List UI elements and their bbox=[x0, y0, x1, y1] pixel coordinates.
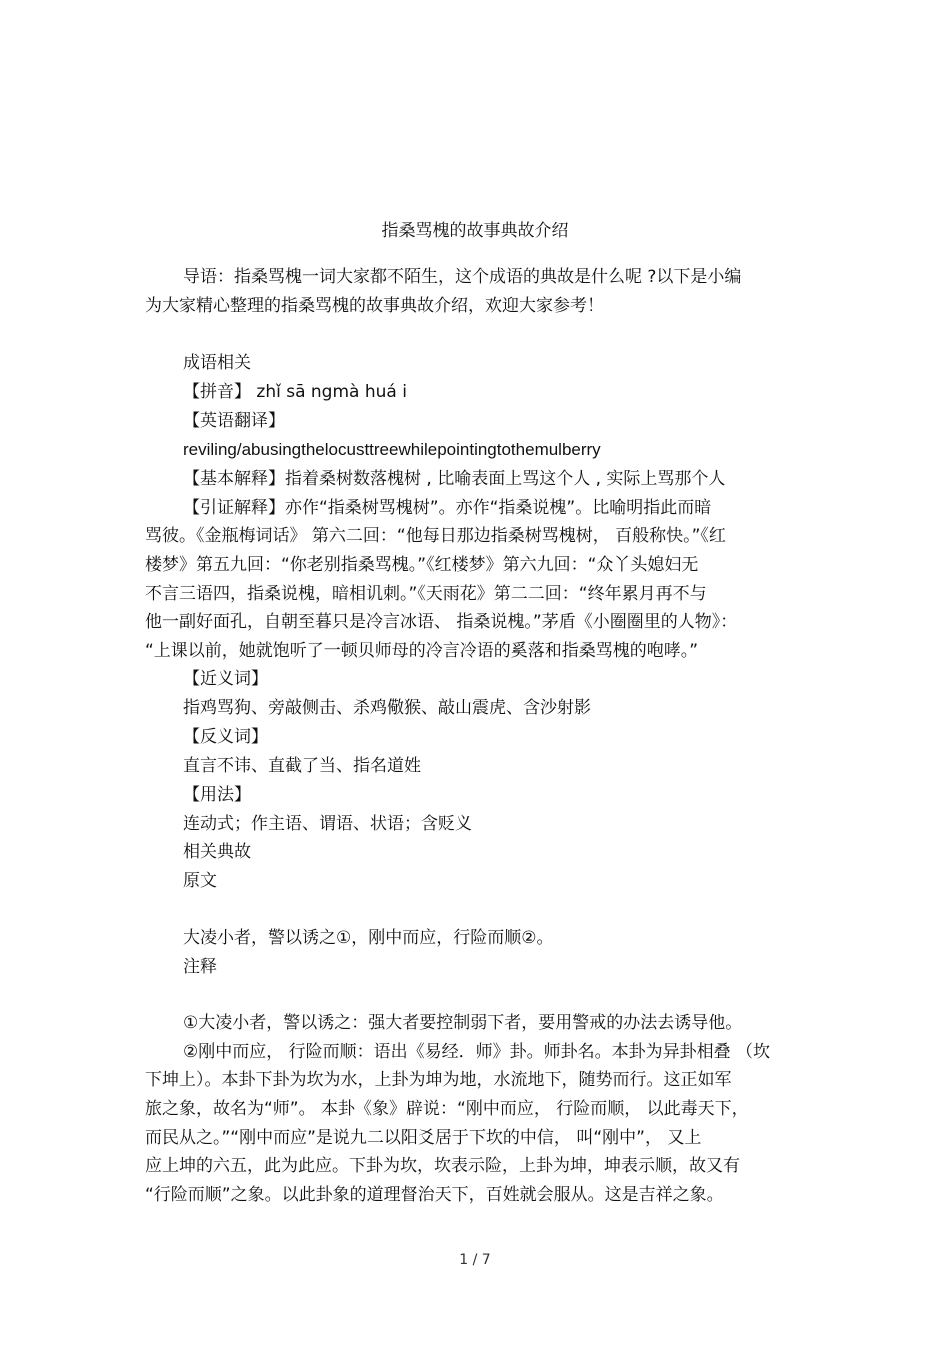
citation-line: 楼梦》第五九回：“你老别指桑骂槐。”《红楼梦》第六九回：“众丫头媳妇无 bbox=[145, 555, 699, 575]
pinyin-line: 【拼音】 zhǐ sā ngmà huá i bbox=[183, 382, 407, 402]
page-number: 1 / 7 bbox=[459, 1252, 491, 1268]
usage-label: 【用法】 bbox=[183, 785, 251, 805]
idiom-section-heading: 成语相关 bbox=[183, 353, 251, 373]
note-2-line: 应上坤的六五，此为此应。下卦为坎，坎表示险，上卦为坤，坤表示顺，故又有 bbox=[145, 1156, 740, 1176]
story-section-heading: 相关典故 bbox=[183, 842, 251, 862]
original-text: 大凌小者，警以诱之①，刚中而应，行险而顺②。 bbox=[183, 928, 554, 948]
citation-line: “上课以前，她就饱听了一顿贝师母的冷言冷语的奚落和指桑骂槐的咆哮。” bbox=[145, 641, 699, 661]
basic-explanation: 【基本解释】指着桑树数落槐树 , 比喻表面上骂这个人 , 实际上骂那个人 bbox=[183, 469, 726, 489]
usage: 连动式；作主语、谓语、状语；含贬义 bbox=[183, 814, 472, 834]
notes-label: 注释 bbox=[183, 957, 217, 977]
note-2-line: 下坤上）。本卦下卦为坎为水，上卦为坤为地，水流地下，随势而行。这正如军 bbox=[145, 1070, 732, 1090]
note-1: ①大凌小者，警以诱之：强大者要控制弱下者，要用警戒的办法去诱导他。 bbox=[183, 1013, 743, 1033]
note-2-line: 旅之象，故名为“师”。 本卦《象》辟说：“刚中而应， 行险而顺， 以此毒天下， bbox=[145, 1099, 749, 1119]
synonyms-label: 【近义词】 bbox=[183, 669, 268, 689]
antonyms-label: 【反义词】 bbox=[183, 727, 268, 747]
english-label: 【英语翻译】 bbox=[183, 411, 285, 431]
original-label: 原文 bbox=[183, 871, 217, 891]
citation-line: 他一副好面孔，自朝至暮只是冷言冰语、 指桑说槐。”茅盾《小圈圈里的人物》： bbox=[145, 612, 738, 632]
citation-line: 不言三语四，指桑说槐，暗相讥刺。”《天雨花》第二二回：“终年累月再不与 bbox=[145, 584, 707, 604]
english-translation: reviling/abusingthelocusttreewhilepointingtothemulberry bbox=[183, 440, 601, 459]
intro-line: 为大家精心整理的指桑骂槐的故事典故介绍，欢迎大家参考！ bbox=[145, 296, 604, 316]
synonyms: 指鸡骂狗、旁敲侧击、杀鸡儆猴、敲山震虎、含沙射影 bbox=[183, 698, 591, 718]
antonyms: 直言不讳、直截了当、指名道姓 bbox=[183, 756, 421, 776]
note-2-line: 而民从之。”“刚中而应”是说九二以阳爻居于下坎的中信， 叫“刚中”， 又上 bbox=[145, 1128, 702, 1148]
note-2-line: “行险而顺”之象。以此卦象的道理督治天下，百姓就会服从。这是吉祥之象。 bbox=[145, 1185, 724, 1205]
note-2-line: ②刚中而应， 行险而顺：语出《易经．师》卦。师卦名。本卦为异卦相叠 （坎 bbox=[183, 1042, 771, 1062]
intro-line: 导语：指桑骂槐一词大家都不陌生，这个成语的典故是什么呢 ?以下是小编 bbox=[183, 267, 742, 287]
document-title: 指桑骂槐的故事典故介绍 bbox=[381, 221, 569, 241]
citation-line: 【引证解释】亦作“指桑树骂槐树”。亦作“指桑说槐”。比喻明指此而暗 bbox=[183, 498, 712, 518]
citation-line: 骂彼。《金瓶梅词话》 第六二回：“他每日那边指桑树骂槐树， 百般称快。”《红 bbox=[145, 526, 726, 546]
